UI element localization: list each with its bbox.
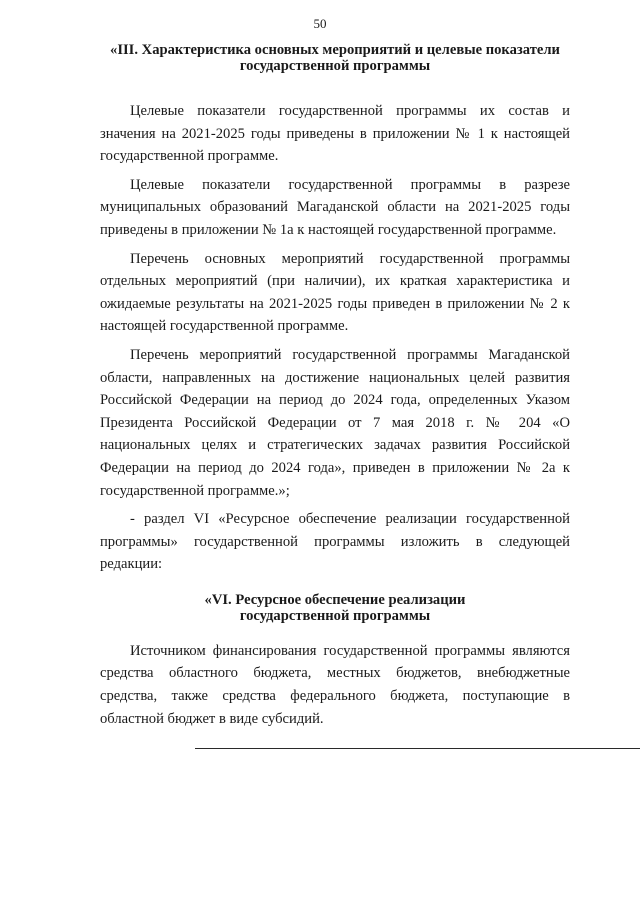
page-number: 50 (313, 16, 327, 31)
amendment-instruction-paragraph: - раздел VI «Ресурсное обеспечение реализации государственной программы» государственной программы изложить в следующей редакции: (100, 511, 570, 573)
horizontal-rule (195, 748, 640, 749)
section-6-paragraph-1: Источником финансирования государственной программы являются средства областного бюджета, местных бюджетов, внебюджетные средства, также средства федерального бюджета, поступающие в областной бюджет в виде субсидий. (100, 642, 570, 727)
section-3-paragraph-3: Перечень основных мероприятий государственной программы отдельных мероприятий (при наличии), их краткая характеристика и ожидаемые результаты на 2021-2025 годы приведен в приложении № 2 к настоящей государственной программе. (100, 250, 570, 335)
section-6-heading-line-1: «VI. Ресурсное обеспечение реализации (204, 591, 466, 608)
section-3-paragraph-2: Целевые показатели государственной программы в разрезе муниципальных образований Магаданской области на 2021-2025 годы приведены в приложении № 1а к настоящей государственной программе. (100, 176, 570, 238)
section-6-heading (100, 592, 570, 624)
section-3-heading-line-1: «III. Характеристика основных мероприятий и целевые показатели (110, 42, 560, 58)
section-3-paragraph-1: Целевые показатели государственной программы их состав и значения на 2021-2025 годы приведены в приложении № 1 к настоящей государственной программе. (100, 103, 570, 165)
section-3-heading-line-2: государственной программы (239, 58, 431, 74)
section-6-heading-line-2: государственной программы (239, 607, 431, 624)
section-3-heading (100, 42, 570, 74)
section-3-paragraph-4: Перечень мероприятий государственной программы Магаданской области, направленных на достижение национальных целей развития Российской Федерации на период до 2024 года, определенных Указом Президента Российской Федерации от 7 мая 2018 г. № 204 «О национальных целях и стратегических задачах развития Российской Федерации на период до 2024 года», приведен в приложении № 2а к государственной программе.»; (100, 346, 570, 499)
document-body (100, 42, 570, 736)
